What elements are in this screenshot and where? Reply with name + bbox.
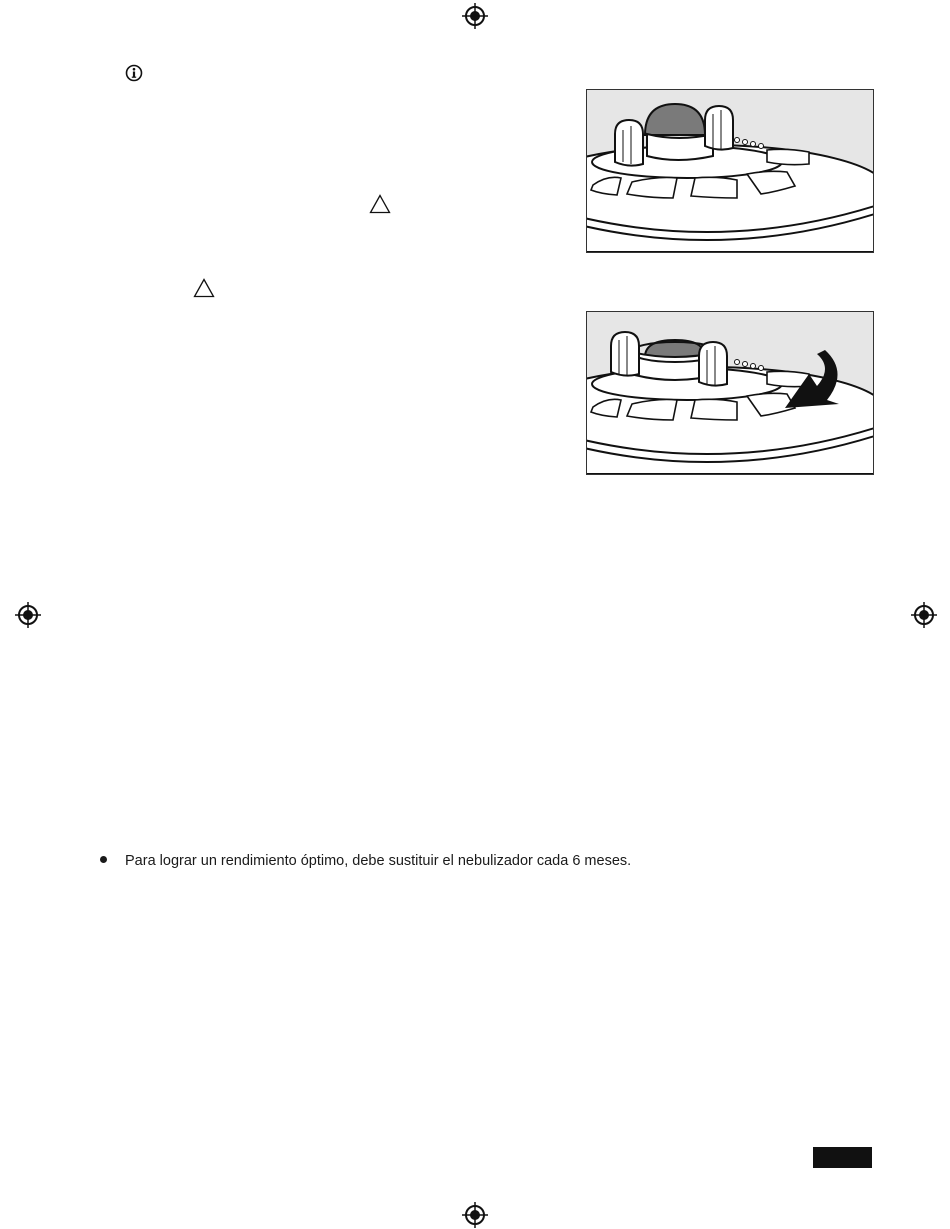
registration-mark-right-icon xyxy=(911,602,937,628)
nebulizer-figure-2 xyxy=(586,311,874,475)
registration-mark-bottom-icon xyxy=(462,1202,488,1228)
warning-triangle-icon xyxy=(193,278,215,298)
nebulizer-figure-1 xyxy=(586,89,874,253)
registration-mark-left-icon xyxy=(15,602,41,628)
registration-mark-top-icon xyxy=(462,3,488,29)
bullet-dot xyxy=(100,856,107,863)
warning-triangle-icon xyxy=(369,194,391,214)
bullet-text: Para lograr un rendimiento óptimo, debe sustituir el nebulizador cada 6 meses. xyxy=(125,853,632,869)
bullet-item xyxy=(100,853,860,869)
info-icon xyxy=(125,64,143,82)
page-tab-marker xyxy=(813,1147,872,1168)
